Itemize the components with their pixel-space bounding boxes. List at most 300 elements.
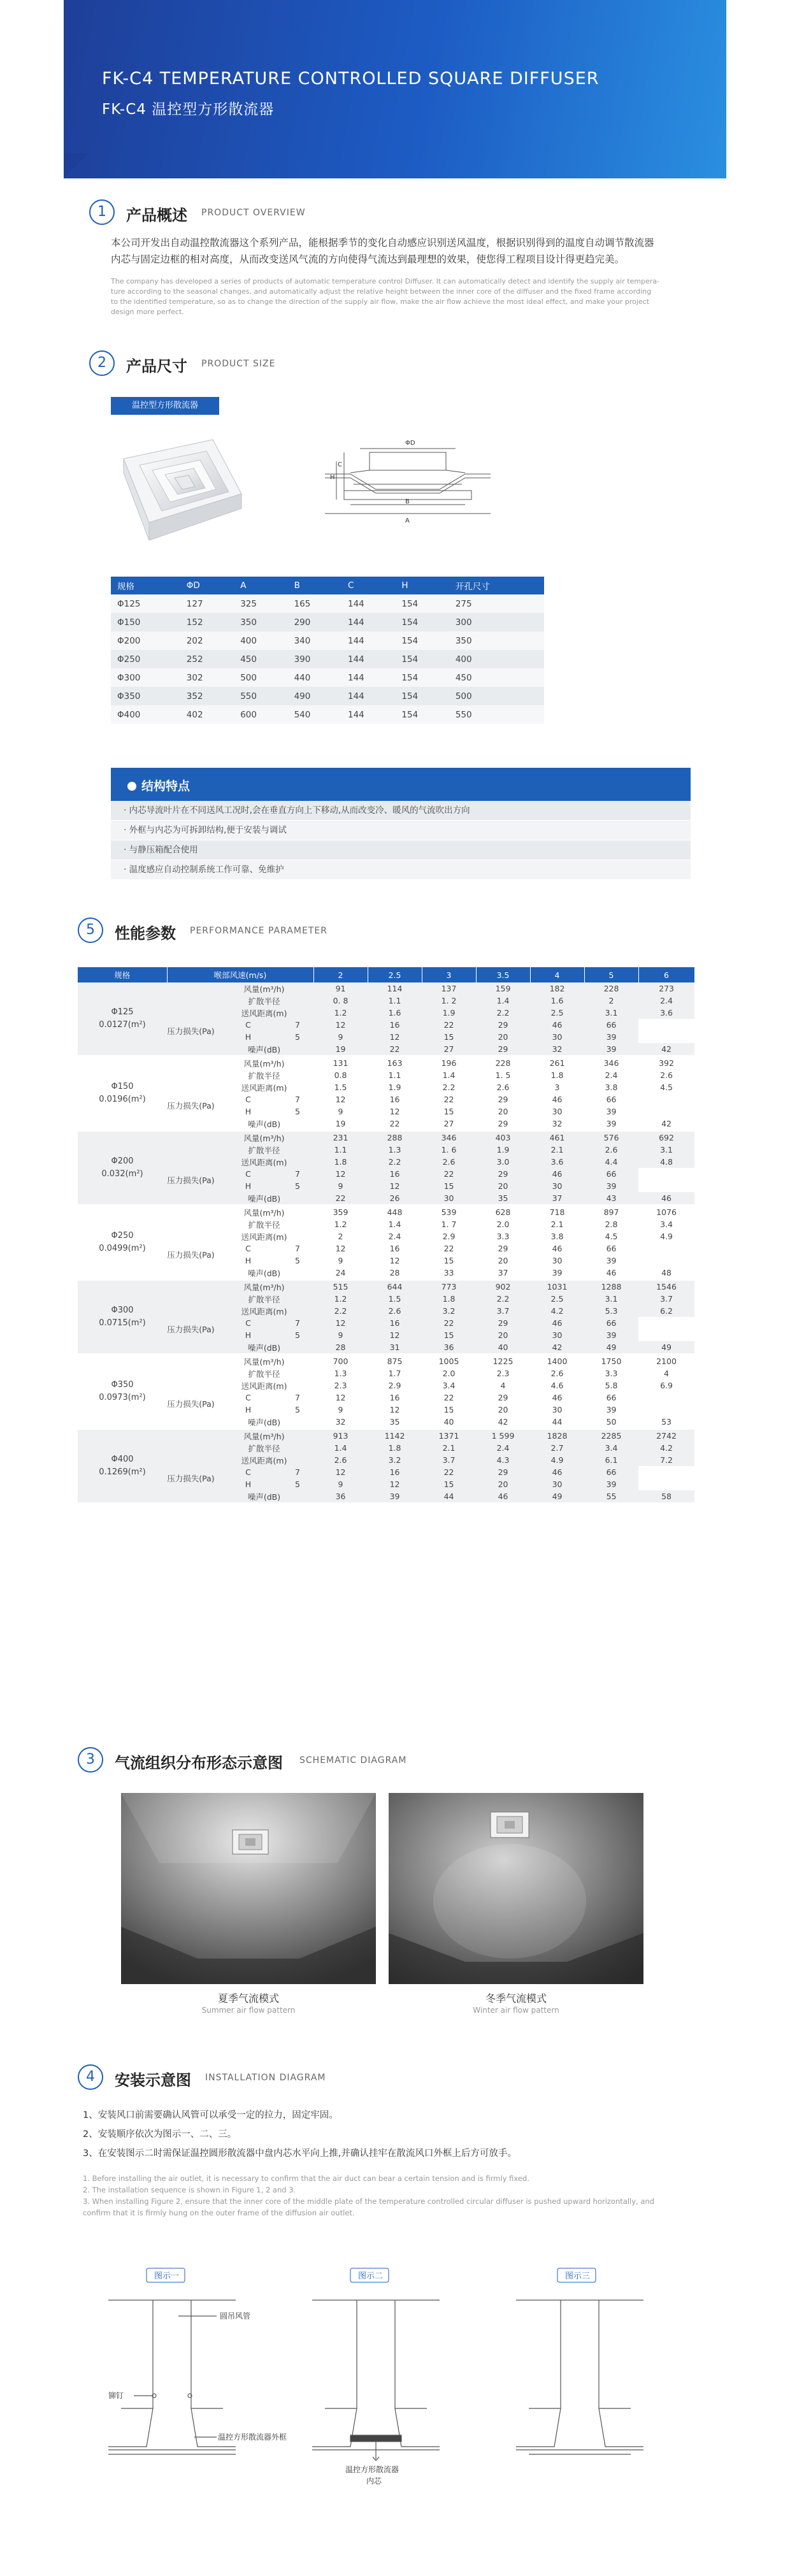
row-label: 噪声(dB) (215, 1043, 313, 1056)
value-cell: 131 (313, 1056, 368, 1070)
value-cell: 16 (368, 1093, 422, 1105)
performance-row (78, 1267, 694, 1280)
value-cell: 2.6 (638, 1069, 694, 1081)
size-table-header: 规格 ΦD A B C H 开孔尺寸 (111, 577, 544, 594)
value-cell: 1.1 (368, 995, 422, 1007)
performance-row (78, 1156, 694, 1168)
performance-row (78, 1218, 694, 1230)
value-cell: 3.3 (584, 1367, 638, 1379)
value-cell: 30 (422, 1192, 476, 1205)
value-cell: 1828 (530, 1429, 584, 1443)
value-cell: 875 (368, 1355, 422, 1368)
size-cell (78, 1355, 167, 1429)
value-cell: 35 (476, 1192, 530, 1205)
value-cell: 30 (530, 1180, 584, 1192)
row-blank (167, 1007, 215, 1019)
value-cell: 12 (313, 1093, 368, 1105)
value-cell: 2.1 (530, 1218, 584, 1230)
value-cell: 48 (638, 1267, 694, 1280)
value-cell: 1031 (530, 1280, 584, 1293)
value-cell: 91 (313, 982, 368, 995)
value-cell: 1005 (422, 1355, 476, 1368)
size-table-row (111, 650, 544, 668)
value-cell: 37 (530, 1192, 584, 1205)
size-area: 0.0973(m²) (99, 1393, 146, 1402)
row-label: 扩散半径 (215, 1293, 313, 1305)
value-cell: 5 (282, 1329, 313, 1341)
size-table-cell: 490 (288, 687, 341, 705)
winter-caption-en: Winter air flow pattern (473, 2006, 559, 2015)
performance-row (78, 1205, 694, 1219)
value-cell: 2.0 (476, 1218, 530, 1230)
value-cell: 1.2 (313, 1293, 368, 1305)
value-cell: 5 (282, 1180, 313, 1192)
size-table-cell: 600 (234, 705, 287, 724)
row-label: 扩散半径 (215, 1069, 313, 1081)
value-cell: 9 (313, 1105, 368, 1118)
performance-row (78, 1144, 694, 1156)
value-cell: 5.3 (584, 1305, 638, 1317)
size-table-cell: 300 (449, 613, 544, 631)
value-cell: 1.1 (313, 1144, 368, 1156)
row-blank (167, 1442, 215, 1454)
value-cell: 12 (368, 1329, 422, 1341)
size-area: 0.0499(m²) (99, 1244, 146, 1253)
size-table-cell: 500 (234, 668, 287, 687)
row-blank (167, 1280, 215, 1293)
value-cell: 39 (584, 1180, 638, 1192)
value-cell: 5 (282, 1404, 313, 1416)
dim-label-a: A (405, 517, 410, 524)
value-cell: 628 (476, 1205, 530, 1219)
value-cell: 9 (313, 1478, 368, 1490)
performance-row (78, 1242, 694, 1255)
row-label: 噪声(dB) (215, 1267, 313, 1280)
size-table-cell: 154 (395, 705, 449, 724)
performance-row (78, 1168, 694, 1180)
diffuser-product-image (111, 433, 248, 548)
title-en: FK-C4 TEMPERATURE CONTROLLED SQUARE DIFFUSER (102, 69, 600, 89)
dimension-drawing (280, 433, 554, 535)
value-cell: 2.4 (638, 995, 694, 1007)
value-cell: 2.2 (368, 1156, 422, 1168)
feature-item: · 内芯导流叶片在不同送风工况时,会在垂直方向上下移动,从而改变冷、暖风的气流吹出方向 (111, 801, 691, 821)
size-table-cell: 440 (288, 668, 341, 687)
value-cell: 46 (530, 1392, 584, 1404)
value-cell: 1.8 (422, 1293, 476, 1305)
size-table-cell: 352 (180, 687, 234, 705)
performance-row (78, 1019, 694, 1031)
performance-row (78, 1131, 694, 1144)
value-cell: 1.4 (368, 1218, 422, 1230)
section-subtitle: SCHEMATIC DIAGRAM (299, 1755, 407, 1766)
size-area: 0.0127(m²) (99, 1020, 146, 1030)
row-label: 送风距离(m) (215, 1156, 313, 1168)
value-cell: 20 (476, 1031, 530, 1043)
value-cell: 22 (422, 1317, 476, 1329)
value-cell: 16 (368, 1317, 422, 1329)
installation-diagram (83, 2256, 707, 2504)
value-cell: 42 (638, 1118, 694, 1131)
row-blank (167, 1454, 215, 1466)
row-label: 扩散半径 (215, 1144, 313, 1156)
fig2-label-core: 内芯 (366, 2477, 382, 2486)
size-table-cell: 154 (395, 594, 449, 613)
value-cell: 2.7 (530, 1442, 584, 1454)
overview-text-en: The company has developed a series of products of automatic temperature control Diffuser. It can automatically detect and identify the supply air tempera- ture according to the seasonal changes, and automatically adjust the relative height between the inner core of the diffuser and the fixed frame according to the identified temperature, so as to change the direction of the supply air flow, make the air flow achieve the most ideal effect, and make your project design more perfect. (111, 277, 660, 316)
value-cell: 5 (282, 1478, 313, 1490)
header-corner (64, 153, 89, 178)
value-cell: 46 (530, 1093, 584, 1105)
pressure-h-label: H (215, 1105, 282, 1118)
value-cell: 700 (313, 1355, 368, 1368)
value-cell: 2.5 (530, 1007, 584, 1019)
value-cell: 1.8 (368, 1442, 422, 1454)
value-cell: 36 (422, 1341, 476, 1355)
section-subtitle: INSTALLATION DIAGRAM (205, 2073, 326, 2083)
value-cell: 32 (530, 1118, 584, 1131)
value-cell: 39 (584, 1478, 638, 1490)
value-cell: 913 (313, 1429, 368, 1443)
row-label: 送风距离(m) (215, 1379, 313, 1392)
performance-row (78, 1392, 694, 1404)
value-cell: 20 (476, 1255, 530, 1267)
features-title: 结构特点 (127, 777, 190, 794)
size-table-cell: 144 (341, 613, 395, 631)
value-cell: 5 (282, 1031, 313, 1043)
size-cell (78, 1056, 167, 1131)
size-table-cell: 252 (180, 650, 234, 668)
value-cell: 7 (282, 1392, 313, 1404)
size-table-cell: 154 (395, 613, 449, 631)
value-cell: 2.9 (368, 1379, 422, 1392)
value-cell: 692 (638, 1131, 694, 1144)
value-cell: 1400 (530, 1355, 584, 1368)
value-cell: 22 (422, 1242, 476, 1255)
size-table-cell: 540 (288, 705, 341, 724)
pressure-label: 压力损失(Pa) (167, 1317, 215, 1341)
value-cell: 5 (282, 1105, 313, 1118)
value-cell: 273 (638, 982, 694, 995)
pressure-h-label: H (215, 1329, 282, 1341)
value-cell: 12 (368, 1180, 422, 1192)
section-number: 3 (78, 1747, 103, 1773)
performance-row (78, 1280, 694, 1293)
row-blank (167, 1367, 215, 1379)
row-blank (167, 1230, 215, 1242)
value-cell: 137 (422, 982, 476, 995)
row-label: 噪声(dB) (215, 1341, 313, 1355)
dim-label-b: B (405, 498, 410, 505)
pressure-label: 压力损失(Pa) (167, 1392, 215, 1416)
value-cell: 40 (476, 1341, 530, 1355)
row-blank (167, 1267, 215, 1280)
performance-row (78, 1442, 694, 1454)
value-cell: 20 (476, 1478, 530, 1490)
value-cell: 15 (422, 1031, 476, 1043)
performance-row (78, 1081, 694, 1093)
value-cell: 55 (584, 1490, 638, 1502)
value-cell: 46 (530, 1242, 584, 1255)
value-cell: 9 (313, 1404, 368, 1416)
size-table-cell: 202 (180, 631, 234, 650)
value-cell: 6.1 (584, 1454, 638, 1466)
value-cell: 196 (422, 1056, 476, 1070)
section-subtitle: PRODUCT SIZE (201, 359, 276, 369)
value-cell: 1.4 (313, 1442, 368, 1454)
value-cell: 2.1 (422, 1442, 476, 1454)
row-blank (167, 1293, 215, 1305)
value-cell: 2.6 (584, 1144, 638, 1156)
value-cell: 2.6 (422, 1156, 476, 1168)
row-label: 风量(m³/h) (215, 1280, 313, 1293)
header-banner (64, 0, 726, 178)
pressure-label: 压力损失(Pa) (167, 1168, 215, 1192)
value-cell: 1.2 (313, 1218, 368, 1230)
value-cell: 1 599 (476, 1429, 530, 1443)
row-blank (167, 1490, 215, 1502)
section-subtitle: PERFORMANCE PARAMETER (190, 926, 327, 936)
value-cell: 3.0 (476, 1156, 530, 1168)
value-cell: 3.8 (584, 1081, 638, 1093)
size-spec: Φ350 (111, 1380, 134, 1390)
value-cell: 42 (476, 1416, 530, 1429)
size-area: 0.1269(m²) (99, 1467, 146, 1477)
value-cell: 539 (422, 1205, 476, 1219)
value-cell: 12 (313, 1019, 368, 1031)
value-cell: 32 (313, 1416, 368, 1429)
performance-row (78, 1305, 694, 1317)
size-spec: Φ125 (111, 1007, 134, 1017)
value-cell: 1.9 (476, 1144, 530, 1156)
value-cell: 1.3 (313, 1367, 368, 1379)
value-cell: 897 (584, 1205, 638, 1219)
value-cell: 39 (584, 1031, 638, 1043)
size-table-cell: 144 (341, 705, 395, 724)
performance-row (78, 1355, 694, 1368)
value-cell: 28 (368, 1267, 422, 1280)
pressure-label: 压力损失(Pa) (167, 1019, 215, 1043)
fig3-title: 图示三 (565, 2271, 591, 2281)
value-cell: 7 (282, 1168, 313, 1180)
row-blank (167, 1144, 215, 1156)
value-cell: 2285 (584, 1429, 638, 1443)
value-cell: 20 (476, 1329, 530, 1341)
row-label: 风量(m³/h) (215, 1056, 313, 1070)
performance-row (78, 1007, 694, 1019)
row-label: 送风距离(m) (215, 1305, 313, 1317)
row-label: 噪声(dB) (215, 1192, 313, 1205)
value-cell: 9 (313, 1180, 368, 1192)
value-cell: 20 (476, 1105, 530, 1118)
value-cell: 31 (368, 1341, 422, 1355)
value-cell: 2.0 (422, 1367, 476, 1379)
value-cell: 16 (368, 1019, 422, 1031)
size-spec: Φ200 (111, 1156, 134, 1166)
value-cell: 902 (476, 1280, 530, 1293)
value-cell: 1076 (638, 1205, 694, 1219)
section-number: 4 (78, 2064, 103, 2090)
value-cell: 2.4 (368, 1230, 422, 1242)
product-tag: 温控型方形散流器 (111, 397, 219, 415)
size-table-cell: 550 (234, 687, 287, 705)
value-cell: 2 (584, 995, 638, 1007)
performance-row (78, 1192, 694, 1205)
row-label: 送风距离(m) (215, 1007, 313, 1019)
value-cell: 4.5 (638, 1081, 694, 1093)
section-number: 2 (89, 350, 115, 376)
value-cell: 20 (476, 1180, 530, 1192)
fig1-label-frame: 温控方形散流器外框 (218, 2433, 287, 2442)
value-cell: 46 (584, 1267, 638, 1280)
value-cell: 29 (476, 1043, 530, 1056)
size-table-cell: 165 (288, 594, 341, 613)
value-cell: 9 (313, 1255, 368, 1267)
performance-row (78, 1466, 694, 1478)
dim-label-h: H (330, 474, 335, 481)
value-cell: 16 (368, 1168, 422, 1180)
pressure-h-label: H (215, 1478, 282, 1490)
value-cell: 3.4 (422, 1379, 476, 1392)
value-cell: 66 (584, 1392, 638, 1404)
value-cell: 1.4 (422, 1069, 476, 1081)
value-cell: 3.2 (368, 1454, 422, 1466)
value-cell: 35 (368, 1416, 422, 1429)
value-cell: 29 (476, 1392, 530, 1404)
value-cell: 39 (584, 1043, 638, 1056)
value-cell: 3 (530, 1081, 584, 1093)
value-cell: 2.2 (476, 1007, 530, 1019)
size-table-cell: 144 (341, 594, 395, 613)
winter-airflow-photo (389, 1793, 643, 1984)
value-cell: 46 (530, 1019, 584, 1031)
value-cell: 163 (368, 1056, 422, 1070)
row-blank (167, 982, 215, 995)
value-cell: 58 (638, 1490, 694, 1502)
value-cell: 22 (422, 1019, 476, 1031)
size-table-row (111, 687, 544, 705)
install-steps-en: 1. Before installing the air outlet, it is necessary to confirm that the air duct can bear a certain tension and is firmly fixed. 2. The installation sequence is shown in Figure 1, 2 and 3. 3. When installing Figure 2, ensure that the inner core of the middle plate of the temperature controlled circular diffuser is pushed upward horizontally, and confirm that it is firmly hung on the outer frame of the diffusion air outlet. (83, 2174, 654, 2217)
pressure-label: 压力损失(Pa) (167, 1093, 215, 1118)
value-cell: 4.9 (530, 1454, 584, 1466)
value-cell: 66 (584, 1242, 638, 1255)
size-table-body (111, 594, 544, 724)
performance-row (78, 1454, 694, 1466)
performance-table-header: 规格 喉部风速(m/s) 2 2.5 3 3.5 4 5 6 (78, 967, 694, 982)
value-cell: 644 (368, 1280, 422, 1293)
value-cell: 15 (422, 1255, 476, 1267)
value-cell: 15 (422, 1180, 476, 1192)
value-cell: 159 (476, 982, 530, 995)
value-cell: 6.9 (638, 1379, 694, 1392)
size-table-cell: 325 (234, 594, 287, 613)
value-cell: 3.4 (638, 1218, 694, 1230)
value-cell: 12 (313, 1317, 368, 1329)
performance-row (78, 1367, 694, 1379)
row-blank (167, 1341, 215, 1355)
value-cell: 22 (422, 1392, 476, 1404)
size-area: 0.0715(m²) (99, 1318, 146, 1328)
row-blank (167, 1081, 215, 1093)
row-blank (167, 1043, 215, 1056)
value-cell: 39 (584, 1255, 638, 1267)
value-cell: 16 (368, 1466, 422, 1478)
value-cell: 66 (584, 1168, 638, 1180)
value-cell: 7 (282, 1242, 313, 1255)
size-table-cell: 350 (449, 631, 544, 650)
value-cell: 33 (422, 1267, 476, 1280)
value-cell: 1. 5 (476, 1069, 530, 1081)
value-cell: 3.8 (530, 1230, 584, 1242)
value-cell: 3.6 (530, 1156, 584, 1168)
size-cell (78, 1429, 167, 1503)
size-table-row (111, 613, 544, 631)
value-cell: 0.8 (313, 1069, 368, 1081)
value-cell: 231 (313, 1131, 368, 1144)
value-cell: 3.1 (584, 1007, 638, 1019)
value-cell: 30 (530, 1105, 584, 1118)
size-cell (78, 1205, 167, 1280)
value-cell: 39 (368, 1490, 422, 1502)
value-cell: 50 (584, 1416, 638, 1429)
row-label: 送风距离(m) (215, 1454, 313, 1466)
size-table-cell: Φ350 (111, 687, 180, 705)
section-number: 1 (89, 199, 115, 225)
value-cell: 49 (530, 1490, 584, 1502)
value-cell: 19 (313, 1043, 368, 1056)
row-blank (167, 995, 215, 1007)
value-cell: 3.4 (584, 1442, 638, 1454)
size-table-cell: 127 (180, 594, 234, 613)
pressure-h-label: H (215, 1180, 282, 1192)
size-table-cell: 402 (180, 705, 234, 724)
value-cell: 46 (530, 1317, 584, 1329)
value-cell: 22 (368, 1043, 422, 1056)
summer-airflow-photo (121, 1793, 376, 1984)
value-cell: 22 (422, 1466, 476, 1478)
value-cell: 22 (313, 1192, 368, 1205)
size-spec: Φ400 (111, 1455, 134, 1464)
value-cell: 29 (476, 1466, 530, 1478)
row-label: 扩散半径 (215, 1442, 313, 1454)
section-title: 气流组织分布形态示意图 (115, 1754, 283, 1772)
row-label: 送风距离(m) (215, 1081, 313, 1093)
dim-label-c: C (338, 461, 342, 468)
value-cell: 228 (584, 982, 638, 995)
value-cell: 9 (313, 1031, 368, 1043)
size-table-cell: 154 (395, 650, 449, 668)
size-cell (78, 1280, 167, 1355)
performance-row (78, 1317, 694, 1329)
value-cell: 39 (584, 1404, 638, 1416)
row-blank (167, 1355, 215, 1368)
row-blank (167, 1205, 215, 1219)
value-cell: 1. 7 (422, 1218, 476, 1230)
value-cell: 2.6 (476, 1081, 530, 1093)
section-title: 产品尺寸 (126, 357, 187, 375)
feature-item: · 与静压箱配合使用 (111, 840, 691, 860)
value-cell: 1. 2 (422, 995, 476, 1007)
pressure-c-label: C (215, 1019, 282, 1031)
value-cell: 288 (368, 1131, 422, 1144)
value-cell: 5 (282, 1255, 313, 1267)
row-label: 风量(m³/h) (215, 1131, 313, 1144)
size-table-cell: 154 (395, 687, 449, 705)
features-bullet-icon (127, 782, 136, 791)
value-cell: 1.9 (422, 1007, 476, 1019)
performance-row (78, 995, 694, 1007)
size-table-cell: 290 (288, 613, 341, 631)
